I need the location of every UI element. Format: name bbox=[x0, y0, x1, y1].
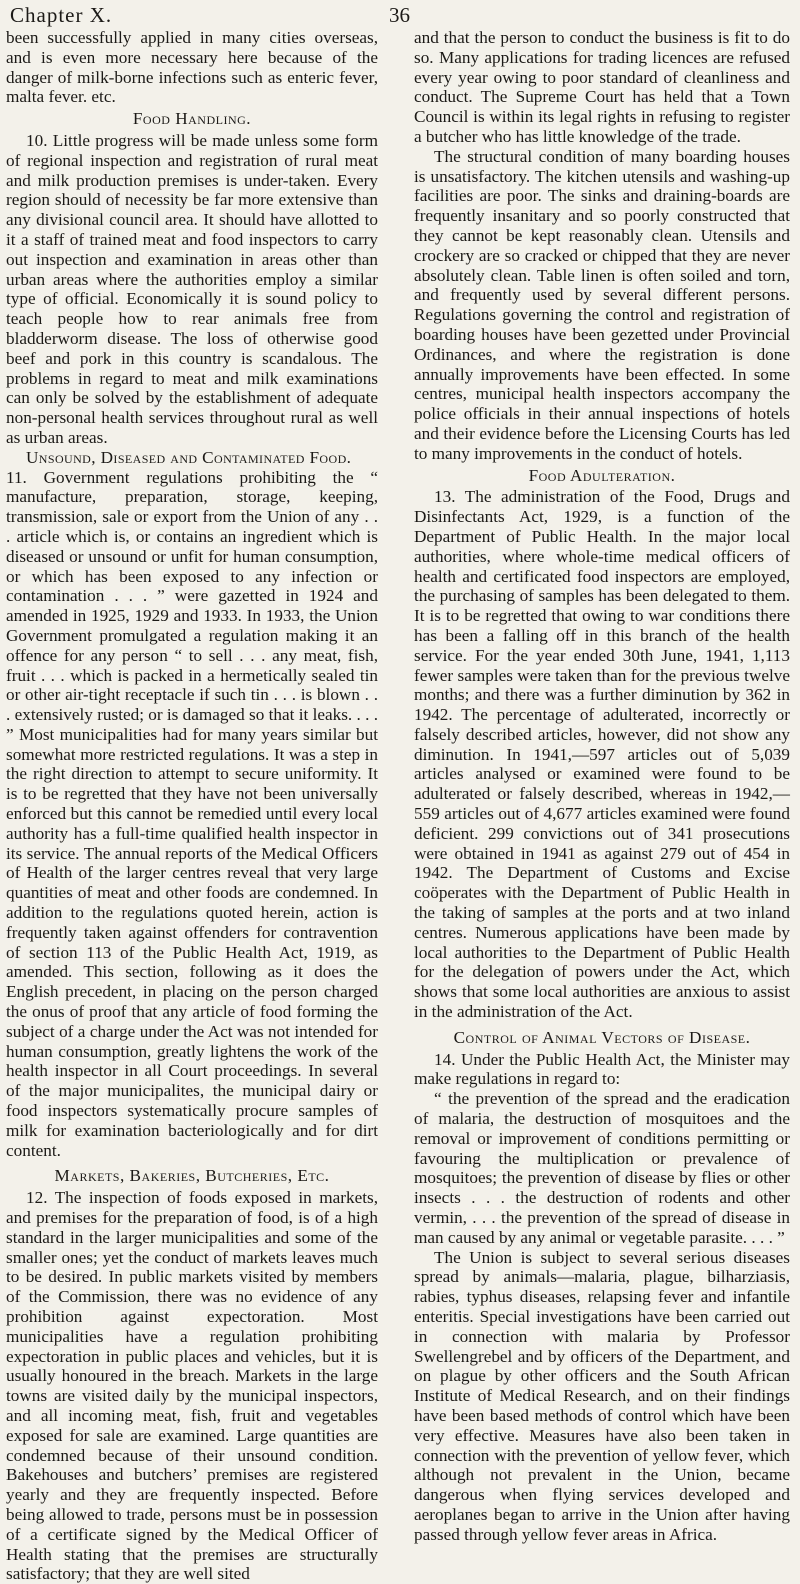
paragraph-number: 13. bbox=[434, 487, 456, 507]
paragraph-continuation: and that the person to conduct the business is fit to do so. Many applications for trading licences are refused every year owing to poor standard of cleanliness and conduct. The Supreme Court has held that a Town Council is within its legal rights in refusing to register a butcher who has little knowledge of the trade. bbox=[414, 28, 790, 146]
paragraph-10 bbox=[6, 131, 378, 448]
heading-food-adulteration: Food Adulteration. bbox=[528, 465, 676, 485]
paragraph-text: The administration of the Food, Drugs and Disinfectants Act, 1929, is a function of the Department of Public Health. In the major local authorities, where whole-time medical officers of health and certificated food inspectors are employed, the purchasing of samples has been delegated to them. It is to be regretted that owing to war conditions there has been a falling off in this branch of the health service. For the year ended 30th June, 1941, 1,113 fewer samples were taken than for the previous twelve months; and there was a further diminution by 362 in 1942. The percentage of adulterated, incorrectly or falsely described articles, however, did not show any diminution. In 1941,—597 articles out of 5,039 articles analysed or examined were found to be adulterated or falsely described, whereas in 1942,—559 articles out of 4,677 articles examined were found deficient. 299 convictions out of 341 prosecutions were obtained in 1941 as against 279 out of 454 in 1942. The Department of Customs and Excise coöperates with the Department of Public Health in the taking of samples at the ports and at two inland centres. Numerous applications have been made by local authorities to the Department of Public Health for the delegation of powers under the Act, which shows that some local authorities are anxious to assist in the administration of the Act. bbox=[414, 487, 790, 1022]
paragraph-continuation: been successfully applied in many cities overseas, and is even more necessary here because of the danger of milk-borne infections such as enteric fever, malta fever. etc. bbox=[6, 28, 378, 107]
left-column bbox=[6, 28, 378, 1584]
heading-unsound-food: Unsound, Diseased and Contaminated Food. bbox=[26, 447, 352, 467]
paragraph-text: Under the Public Health Act, the Minister may make regulations in regard to: bbox=[414, 1049, 791, 1089]
right-column bbox=[414, 28, 790, 1545]
paragraph-diseases: The Union is subject to several serious diseases spread by animals—malaria, plague, bilharziasis, rabies, typhus diseases, relapsing fever and infantile enteritis. Special investigations have been carried out in connection with malaria by Professor Swellengrebel and by officers of the Department, and on plague by other officers and the South African Institute of Medical Research, and on their findings have been based methods of control which have been very effective. Measures have also been taken in connection with the prevention of yellow fever, which although not prevalent in the Union, became dangerous when flying services developed and aeroplanes began to arrive in the Union after having passed through yellow fever areas in Africa. bbox=[414, 1247, 790, 1544]
paragraph-14 bbox=[414, 1050, 790, 1090]
paragraph-number: 10. bbox=[26, 130, 48, 150]
paragraph-13 bbox=[414, 487, 790, 1022]
paragraph-boarding-houses: The structural condition of many boarding houses is unsatisfactory. The kitchen utensils and washing-up facilities are poor. The sinks and draining-boards are frequently insanitary and so poorly constructed that they cannot be kept reasonably clean. Utensils and crockery are so cracked or chipped that they are never absolutely clean. Table linen is often soiled and torn, and frequently used by several different persons. Regulations governing the control and registration of boarding houses have been gezetted under Provincial Ordinances, and where the registration is done annually improvements have been effected. In some centres, municipal health inspectors accompany the police officials in their annual inspections of hotels and their evidence before the Licensing Courts has led to many improvements in the conduct of hotels. bbox=[414, 146, 790, 463]
page-number: 36 bbox=[389, 3, 410, 27]
paragraph-text: The inspection of foods exposed in markets, and premises for the preparation of food, is of a high standard in the larger municipalities and some of the smaller ones; yet the conduct of markets leaves much to be desired. In public markets visited by members of the Commission, there was no evidence of any prohibition against expectoration. Most municipalities have a regulation prohibiting expectoration in public places and vehicles, but it is usually honoured in the breach. Markets in the large towns are visited daily by the municipal inspectors, and all incoming meat, fish, fruit and vegetables exposed for sale are examined. Large quantities are condemned because of their unsound condition. Bakehouses and butchers’ premises are registered yearly and they are frequently inspected. Before being allowed to trade, persons must be in possession of a certificate signed by the Medical Officer of Health stating that the premises are structurally satisfactory; that they are well sited bbox=[6, 1188, 378, 1584]
paragraph-number: 14. bbox=[434, 1049, 456, 1069]
heading-markets: Markets, Bakeries, Butcheries, Etc. bbox=[54, 1166, 330, 1186]
paragraph-text: Little progress will be made unless some form of regional inspection and registration of rural meat and milk production premises is under-taken. Every region should of necessity be far more extensive than any divisional council area. It should have allotted to it a staff of trained meat and food inspectors to carry out inspection and examination in areas other than urban areas where the authorities employ a similar type of official. Economically it is sound policy to teach people how to rear animals free from bladderworm disease. The loss of otherwise good beef and pork in this country is scandalous. The problems in regard to meat and milk examinations can only be solved by the establishment of adequate non-personal health services throughout rural as well as urban areas. bbox=[6, 130, 378, 447]
paragraph-11 bbox=[6, 448, 378, 1161]
paragraph-number: 11. bbox=[6, 467, 27, 487]
quoted-regulation: “ the prevention of the spread and the eradication of malaria, the destruction of mosquitoes and the removal or improvement of conditions permitting or favouring the multiplication or prevalence of mosquitoes; the prevention of disease by flies or other insects . . . the destruction of rodents and other vermin, . . . the prevention of the spread of disease in man caused by any animal or vegetable parasite. . . . ” bbox=[414, 1089, 790, 1247]
heading-animal-vectors: Control of Animal Vectors of Disease. bbox=[453, 1027, 751, 1047]
paragraph-text: Government regulations prohibiting the “ manufacture, preparation, storage, keeping, transmission, sale or export from the Union of any . . . article which is, or contains an ingredient which is diseased or unsound or unfit for human consumption, or which has been exposed to any infection or contamination . . . ” were gazetted in 1924 and amended in 1925, 1929 and 1933. In 1933, the Union Government promulgated a regulation making it an offence for any person “ to sell . . . any meat, fish, fruit . . . which is packed in a hermetically sealed tin or other air-tight receptacle if such tin . . . is blown . . . extensively rusted; or is damaged so that it leaks. . . . ” Most municipalities had for many years similar but somewhat more restricted regulations. It was a step in the right direction to attempt to secure uniformity. It is to be regretted that they have not been universally enforced but this cannot be remedied until every local authority has a full-time qualified health inspector in its service. The annual reports of the Medical Officers of Health of the larger centres reveal that very large quantities of meat and other foods are condemned. In addition to the regulations quoted herein, action is frequently taken against offenders for contravention of section 113 of the Public Health Act, 1919, as amended. This section, following as it does the English precedent, in placing on the person charged the onus of proof that any article of food forming the subject of a charge under the Act was not intended for human consumption, greatly lightens the work of the health inspector in all Court proceedings. In several of the major municipalites, the municipal dairy or food inspectors systematically procure samples of milk for examination bacteriologically and for dirt content. bbox=[6, 467, 379, 1160]
chapter-header: Chapter X. bbox=[10, 3, 113, 27]
paragraph-number: 12. bbox=[26, 1188, 48, 1208]
heading-food-handling: Food Handling. bbox=[132, 109, 252, 129]
paragraph-12 bbox=[6, 1188, 378, 1584]
